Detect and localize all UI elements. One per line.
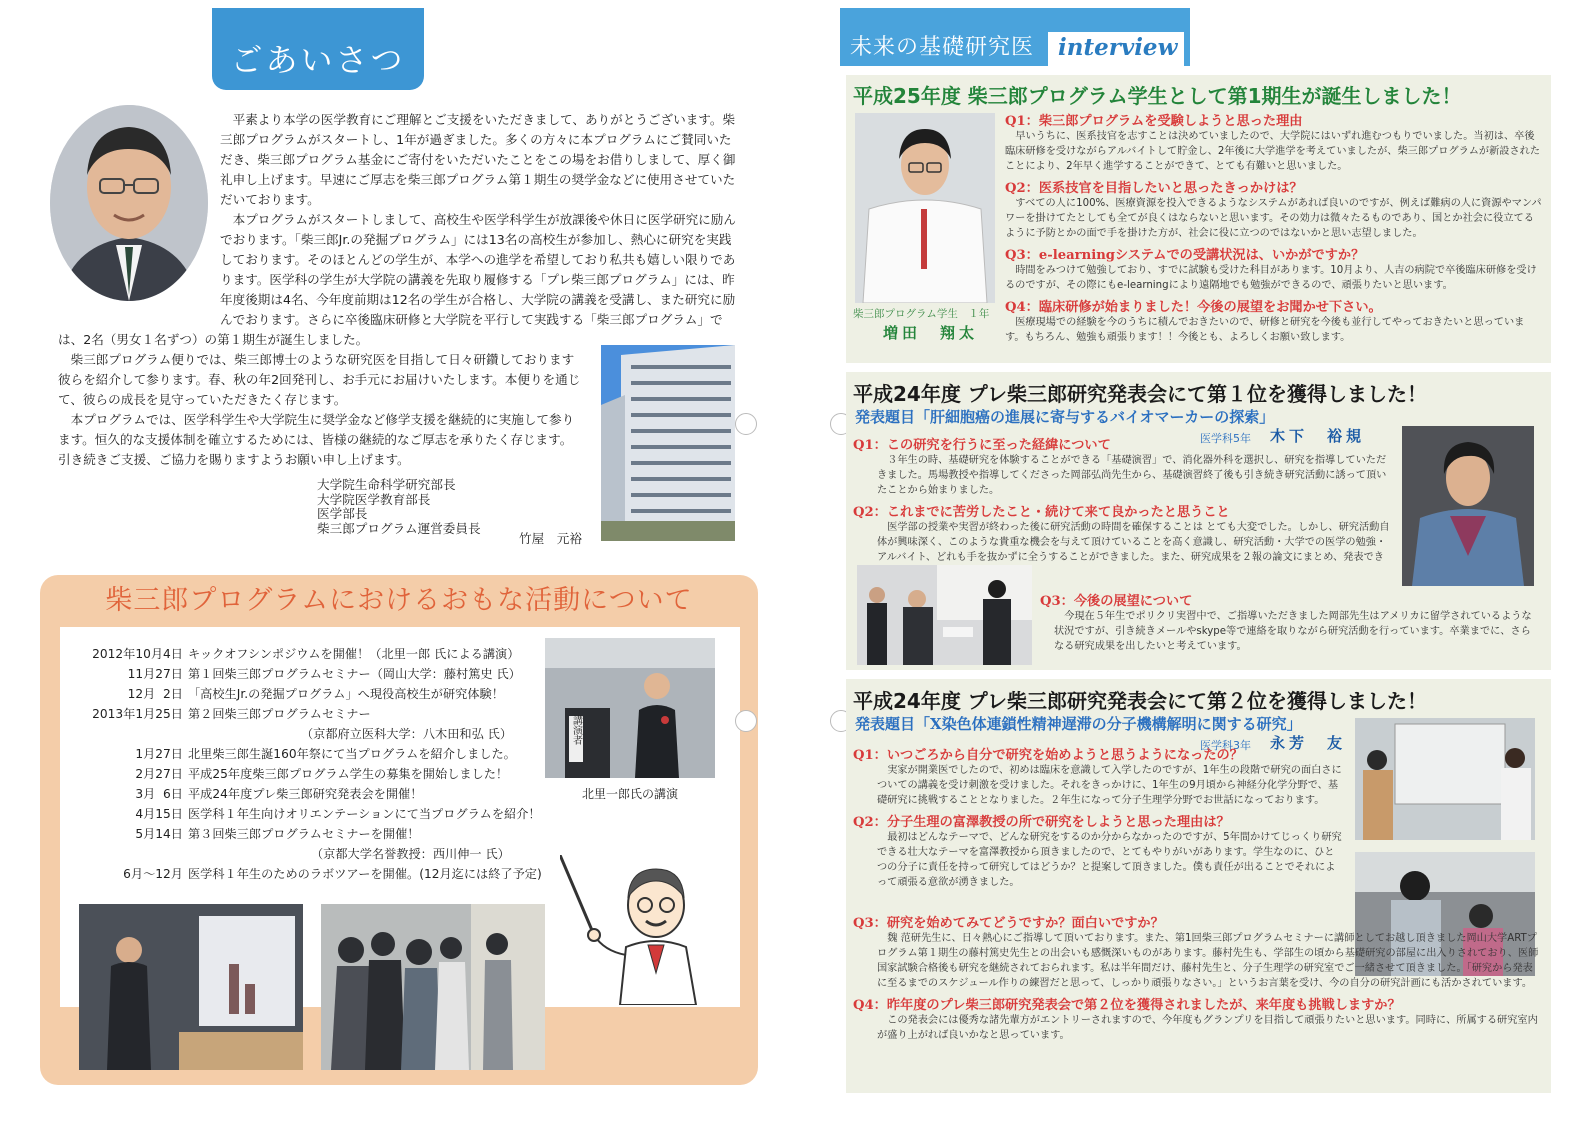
greeting-paragraph: 本プログラムがスタートしまして、高校生や医学科学生が放課後や休日に医学研究に励んでおります。「柴三郎Jr.の発掘プログラム」には13名の高校生が参加し、熱心に研究を実践しております。そのほとんどの学生が、本学への進学を希望しており私共も嬉しい限りであります。医学科の学生が大学院の講義を先取り履修する「プレ柴三郎プログラム」には、昨年度後期は4名、今年度前期は12名の学生が合格し、大学院の講義を受講し、また研究に励んでおります。さらに卒後臨床研修と大学院を平行して実践する「柴三郎プログラム」では、2名（男女１名ずつ）の第１期生が誕生しました。 — [58, 212, 736, 347]
signature-title: 大学院生命科学研究部長 — [317, 477, 456, 492]
activity-item — [86, 684, 542, 704]
section2-headline: 平成24年度 プレ柴三郎研究発表会にて第１位を獲得しました！ — [853, 382, 1427, 406]
activity-item — [86, 664, 542, 684]
section2-person-affiliation: 医学科5年 — [1200, 432, 1251, 445]
section3-theme: 発表題目「X染色体連鎖性精神遅滞の分子機構解明に関する研究」 — [855, 715, 1302, 733]
activity-text: （京都大学名誉教授：西川伸一 氏） — [311, 847, 510, 861]
answer-text: 医療現場での経験を今のうちに積んでおきたいので、研修と研究を今後も並行してやっておきたいと思っています。もちろん、勉強も頑張ります！！今後とも、よろしくお願い致します。 — [1005, 317, 1525, 343]
activity-date: 2013年1月25日 — [92, 707, 183, 721]
activity-text: キックオフシンポジウムを開催！（北里一郎 氏による講演） — [188, 647, 520, 661]
section1-qa — [1005, 110, 1543, 345]
activities-title: 柴三郎プログラムにおけるおもな活動について — [105, 585, 693, 616]
lecture-photo — [545, 638, 715, 778]
signature-name: 竹屋 元裕 — [519, 531, 582, 546]
question: Q3：研究を始めてみてどうですか？面白いですか？ — [853, 916, 1164, 931]
student-kinoshita-photo — [1402, 426, 1534, 586]
section1-person-affiliation: 柴三郎プログラム学生 １年 — [853, 308, 990, 320]
section3-person-affiliation: 医学科3年 — [1200, 739, 1251, 752]
activity-date: 6月～12月 — [123, 867, 183, 881]
activities-list — [86, 644, 542, 884]
cartoon-doctor-illustration — [560, 855, 730, 1005]
activity-date: 4月15日 — [135, 807, 183, 821]
answer-text: 早いうちに、医系技官を志すことは決めていましたので、大学院にはいずれ進むつもりでいました。当初は、卒後臨床研修を受けながらアルバイトして貯金し、2年後に大学進学を考えていましたが、柴三郎プログラムが新設されたことにより、2年早く進学することができて、とても有難いと思いました。 — [1005, 131, 1541, 172]
question: Q4：昨年度のプレ柴三郎研究発表会で第２位を獲得されましたが、来年度も挑戦しますか？ — [853, 998, 1401, 1013]
activity-text: 平成24年度プレ柴三郎研究発表会を開催！ — [188, 787, 423, 801]
answer — [1040, 609, 1540, 654]
university-building-photo — [601, 345, 735, 541]
section2-qa-b — [1040, 590, 1540, 654]
student-masuda-photo — [855, 113, 995, 303]
activity-date: 5月14日 — [135, 827, 183, 841]
lecture-caption: 北里一郎氏の講演 — [581, 787, 678, 801]
answer-text: 最初はどんなテーマで、どんな研究をするのか分からなかったのですが、5年間かけてじっくり研究できる壮大なテーマを富澤教授から頂きましたので、とてもやりがいがあります。学生なのに、ひとつの分子に責任を持って研究してはどうか？と提案して頂きました。僕も責任が出ることでそれによって頑張る意欲が湧きました。 — [877, 832, 1342, 888]
greeting-paragraph: 柴三郎プログラム便りでは、柴三郎博士のような研究医を目指して日々研鑽しております彼らを紹介して参ります。春、秋の年2回発刊し、お手元にお届けいたします。本便りを通じて、彼らの成長を見守っていただきたく存じます。 — [58, 352, 581, 407]
question: Q2：これまでに苦労したこと・続けて来て良かったと思うこと — [853, 505, 1230, 520]
section2-person-name: 木下 裕規 — [1270, 427, 1366, 445]
activity-date: 12月 2日 — [127, 687, 183, 701]
lab-whiteboard-photo — [1355, 718, 1535, 840]
activity-item — [86, 804, 542, 824]
question: Q4：臨床研修が始まりました！今後の展望をお聞かせ下さい。 — [1005, 300, 1382, 315]
section3-headline: 平成24年度 プレ柴三郎研究発表会にて第２位を獲得しました！ — [853, 689, 1427, 713]
question: Q2：医系技官を目指したいと思ったきっかけは？ — [1005, 181, 1303, 196]
question: Q3：e-learningシステムでの受講状況は、いかがですか？ — [1005, 248, 1365, 263]
answer — [853, 931, 1543, 991]
activity-item — [86, 824, 542, 844]
award-ceremony-photo — [857, 565, 1032, 665]
activity-item — [86, 864, 542, 884]
answer-text: ３年生の時、基礎研究を体験することができる「基礎演習」で、消化器外科を選択し、研究を指導していただきました。馬場教授や指導してくださった岡部弘尚先生から、基礎演習終了後も引き続き研究活動に誘って頂いたことから始まりました。 — [877, 455, 1387, 496]
section2-qa-a — [853, 434, 1393, 580]
section3-qa-b — [853, 912, 1543, 1043]
answer — [853, 1013, 1543, 1043]
activity-date: 2月27日 — [135, 767, 183, 781]
lab-tour-photo — [321, 904, 545, 1070]
answer — [1005, 263, 1543, 293]
signature-title: 柴三郎プログラム運営委員長 — [317, 520, 481, 536]
answer-text: 魏 范研先生に、日々熱心にご指導して頂いております。また、第1回柴三郎プログラムセミナーに講師としてお越し頂きました岡山大学ARTプログラム第１期生の藤村篤史先生との出会いも感慨深いものがあります。藤村先生も、学部生の頃から基礎研究の部屋に出入りされており、医師国家試験合格後も研究を継続されておられます。私は半年間だけ、藤村先生と、分子生理学の研究室でご一緒させて頂きました。「研究から発表に至るまでのスケジュール作りの練習だと思って、しっかり頑張りなさい。」というお言葉を受け、今の自分の研究計画にも活かされています。 — [877, 933, 1539, 989]
activity-date: 2012年10月4日 — [92, 647, 183, 661]
activity-text: 第１回柴三郎プログラムセミナー（岡山大学：藤村篤史 氏） — [188, 667, 521, 681]
activity-text: 医学科１年生向けオリエンテーションにて当プログラムを紹介！ — [188, 807, 541, 821]
activity-date: 3月 6日 — [135, 787, 183, 801]
section3-person-name: 永芳 友 — [1270, 734, 1347, 752]
activity-item — [86, 724, 542, 744]
activity-item — [86, 704, 542, 724]
answer — [1005, 129, 1543, 174]
activity-text: 医学科１年生のためのラボツアーを開催。(12月迄には終了予定) — [188, 867, 542, 881]
seminar-photo — [79, 904, 303, 1070]
answer — [853, 453, 1393, 498]
activity-text: （京都府立医科大学：八木田和弘 氏） — [301, 727, 513, 741]
activity-item — [86, 764, 542, 784]
section3-qa-a — [853, 744, 1343, 893]
interview-word: interview — [1048, 32, 1184, 66]
question: Q1：いつごろから自分で研究を始めようと思うようになったの？ — [853, 748, 1243, 763]
answer-text: 今現在５年生でポリクリ実習中で、ご指導いただきました岡部先生はアメリカに留学されているような状況ですが、引き続きメールやskype等で連絡を取りながら研究活動を行っています。卒業までに、さらなる研究成果を出したいと考えています。 — [1054, 611, 1532, 652]
section1-headline: 平成25年度 柴三郎プログラム学生として第1期生が誕生しました！ — [853, 84, 1462, 108]
activity-item — [86, 644, 542, 664]
question: Q2：分子生理の富澤教授の所で研究をしようと思った理由は？ — [853, 815, 1230, 830]
activity-text: 第２回柴三郎プログラムセミナー — [188, 707, 371, 721]
question: Q1：柴三郎プログラムを受験しようと思った理由 — [1005, 114, 1303, 129]
punch-hole — [735, 710, 757, 732]
signature-title: 大学院医学教育部長 — [317, 491, 431, 507]
activity-item — [86, 784, 542, 804]
activity-text: 第３回柴三郎プログラムセミナーを開催！ — [188, 827, 420, 841]
answer-text: すべての人に100%、医療資源を投入できるようなシステムがあれば良いのですが、例えば難病の人に資源やマンパワーを掛けてたとしても全てが良くはならないと思います。その効力は微々たるものであり、国とか社会に役立てるように予防とかの面で手を掛けた方が、社会に役に立つのではないかと思い志望しました。 — [1005, 198, 1542, 239]
interview-banner-label: 未来の基礎研究医 — [850, 35, 1035, 60]
answer — [1005, 196, 1543, 241]
greeting-title: ごあいさつ — [212, 8, 424, 90]
greeting-paragraph: 平素より本学の医学教育にご理解とご支援をいただきまして、ありがとうございます。柴三郎プログラムがスタートし、1年が過ぎました。多くの方々に本プログラムにご賛同いただき、柴三郎プログラム基金にご寄付をいただいたことをこの場をお借りしまして、厚く御礼申し上げます。早速にご厚志を柴三郎プログラム第１期生の奨学金などに使用させていただいております。 — [220, 112, 736, 207]
section2-theme: 発表題目「肝細胞癌の進展に寄与するバイオマーカーの探索」 — [855, 408, 1275, 426]
activity-text: 北里柴三郎生誕160年祭にて当プログラムを紹介しました。 — [188, 747, 516, 761]
answer-text: 実家が開業医でしたので、初めは臨床を意識して入学したのですが、1年生の段階で研究の面白さについての講義を受け刺激を受けました。それをきっかけに、1年生の9月頃から神経分化学分野で、基礎研究に挑戦することとなりました。２年生になって分子生理学分野でお世話になっております。 — [877, 765, 1342, 806]
activity-text: 平成25年度柴三郎プログラム学生の募集を開始しました！ — [188, 767, 509, 781]
activity-text: 「高校生Jr.の発掘プログラム」へ現役高校生が研究体験！ — [188, 687, 504, 701]
activity-item — [86, 744, 542, 764]
answer-text: 医学部の授業や実習が終わった後に研究活動の時間を確保することは とても大変でした。しかし、研究活動自体が興味深く、このような貴重な機会を与えて頂けていることを高く意識し、研究活動・大学での医学の勉強・アルバイト、どれも手を抜かずに全うすることができました。また、研究成果を２報の論文にまとめ、発表でき — [877, 522, 1390, 563]
activity-date: 1月27日 — [135, 747, 183, 761]
activity-date: 11月27日 — [127, 667, 183, 681]
answer — [853, 830, 1343, 890]
podium-sign: 講演者 — [570, 715, 582, 745]
answer-text: この発表会には優秀な諸先輩方がエントリーされますので、今年度もグランプリを目指して頑張りたいと思います。同時に、所属する研究室内が盛り上がれば良いかなと思っています。 — [877, 1015, 1538, 1041]
answer-text: 時間をみつけて勉強しており、すでに試験も受けた科目があります。10月より、人吉の病院で卒後臨床研修を受けるのですが、その際にもe-learningにより遠隔地でも勉強ができるので、頑張りたいと思います。 — [1005, 265, 1537, 291]
punch-hole — [735, 413, 757, 435]
question: Q1：この研究を行うに至った経緯について — [853, 438, 1111, 453]
activity-item — [86, 844, 542, 864]
signature-title: 医学部長 — [317, 506, 368, 521]
question: Q3：今後の展望について — [1040, 594, 1193, 609]
answer — [1005, 315, 1543, 345]
section1-person-name: 増田 翔太 — [883, 324, 979, 342]
answer — [853, 763, 1343, 808]
greeting-paragraph: 本プログラムでは、医学科学生や大学院生に奨学金など修学支援を継続的に実施して参ります。恒久的な支援体制を確立するためには、皆様の継続的なご厚志を承りたく存じます。引き続きご支援、ご協力を賜りますようお願い申し上げます。 — [58, 412, 575, 467]
